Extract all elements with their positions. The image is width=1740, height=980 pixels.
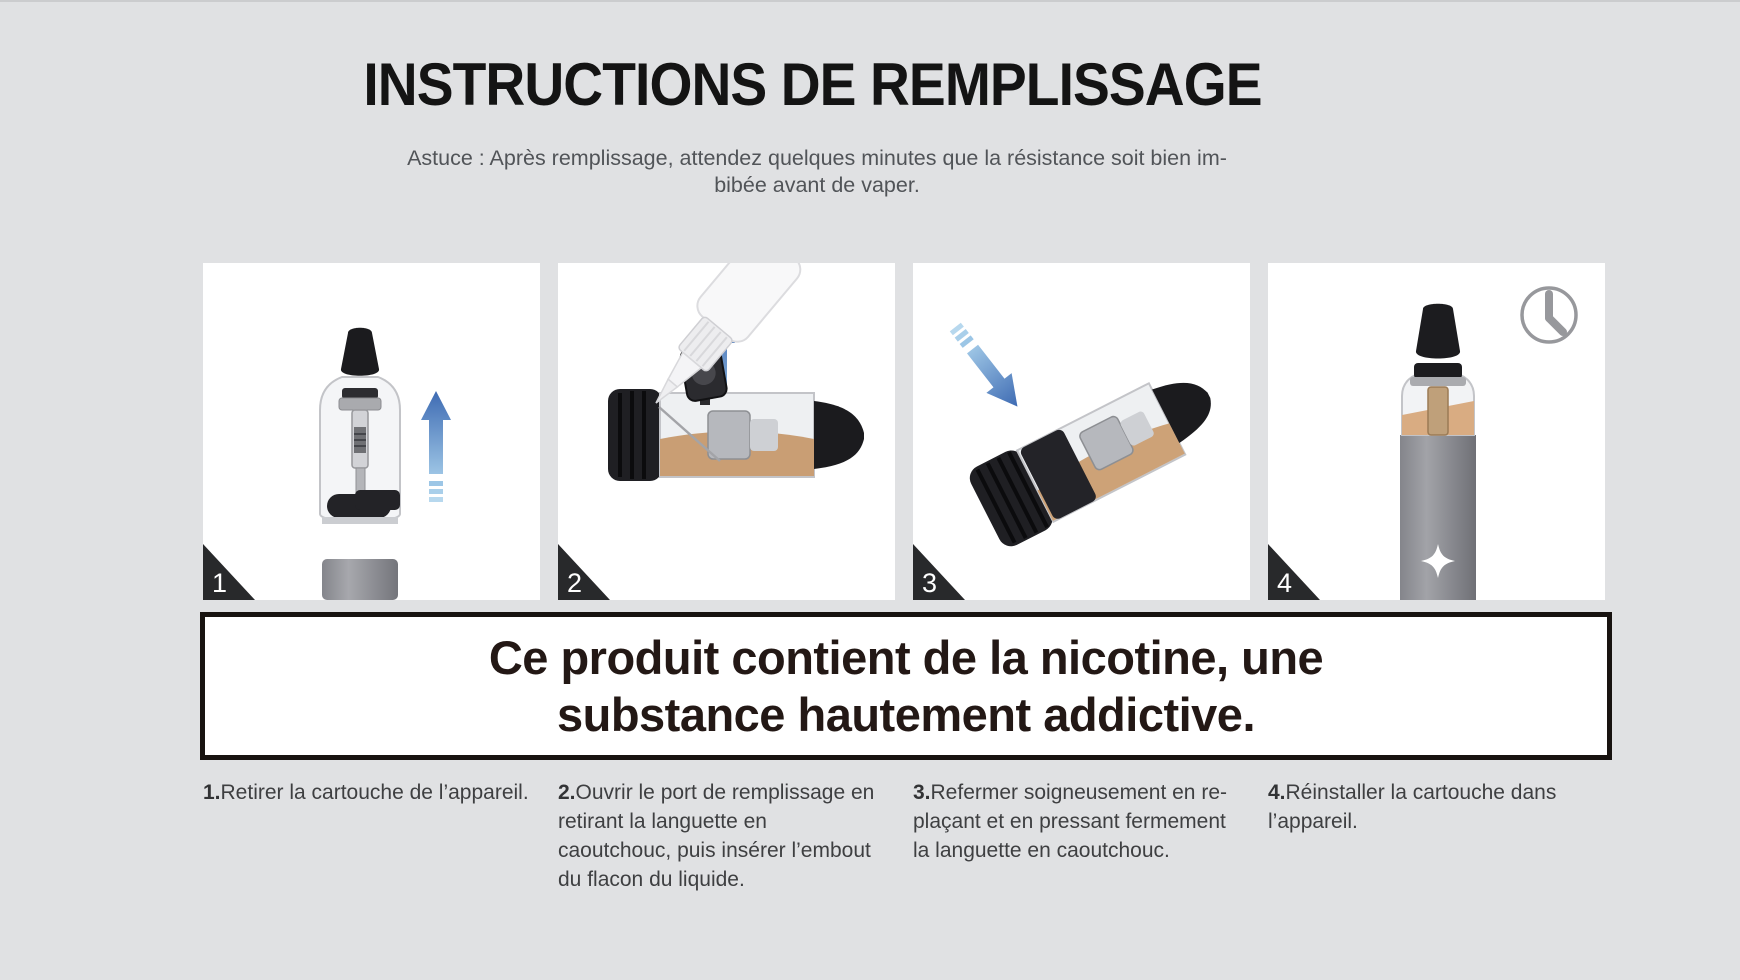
top-divider: [0, 0, 1740, 2]
step-3-body: Refermer soigneusement en re-plaçant et en pressant fermement la languette en caoutchouc.: [913, 781, 1227, 862]
cartridge: [608, 389, 864, 481]
cartridge: [320, 328, 400, 524]
clock-icon: [1522, 288, 1576, 342]
step-4-body: Réinstaller la cartouche dans l’appareil.: [1268, 781, 1557, 833]
step-3-number: 3.: [913, 781, 931, 804]
step-panel-1: [203, 263, 540, 600]
step-panel-2: [558, 263, 895, 600]
step-text-1: [203, 778, 553, 807]
step-panel-3: [913, 263, 1250, 600]
warning-line-2: substance hautement addictive.: [556, 688, 1256, 741]
subtitle-line-2: bibée avant de vaper.: [714, 173, 920, 197]
assembled-device: [1400, 304, 1476, 600]
step-1-number: 1.: [203, 781, 221, 804]
step-panel-4: [1268, 263, 1605, 600]
step-4-number: 4.: [1268, 781, 1286, 804]
step-1-body: Retirer la cartouche de l’appareil.: [220, 781, 529, 804]
device-body: [322, 559, 398, 600]
down-arrow-icon: [943, 317, 1030, 416]
panel-3-illustration: [913, 263, 1250, 600]
up-arrow-icon: [421, 391, 451, 502]
step-2-number: 2.: [558, 781, 576, 804]
step-badge-1-number: 1: [212, 568, 228, 598]
step-text-3: [913, 778, 1235, 865]
panel-2-illustration: [558, 263, 895, 600]
page-subtitle: [0, 145, 1634, 199]
step-text-2: [558, 778, 884, 894]
step-badge-3-number: 3: [922, 568, 938, 598]
panel-4-illustration: [1268, 263, 1605, 600]
step-badge-2-number: 2: [567, 568, 583, 598]
nicotine-warning-box: [200, 612, 1612, 760]
panel-1-illustration: [203, 263, 540, 600]
subtitle-line-1: Astuce : Après remplissage, attendez quelques minutes que la résistance soit bien im-: [407, 146, 1227, 170]
page-title: INSTRUCTIONS DE REMPLISSAGE: [363, 51, 1262, 118]
warning-line-1: Ce produit contient de la nicotine, une: [488, 631, 1324, 684]
step-badge-4-number: 4: [1277, 568, 1293, 598]
step-2-body: Ouvrir le port de remplissage en retirant la languette en caoutchouc, puis insérer l’embout du flacon du liquide.: [558, 781, 875, 891]
step-text-4: [1268, 778, 1612, 836]
